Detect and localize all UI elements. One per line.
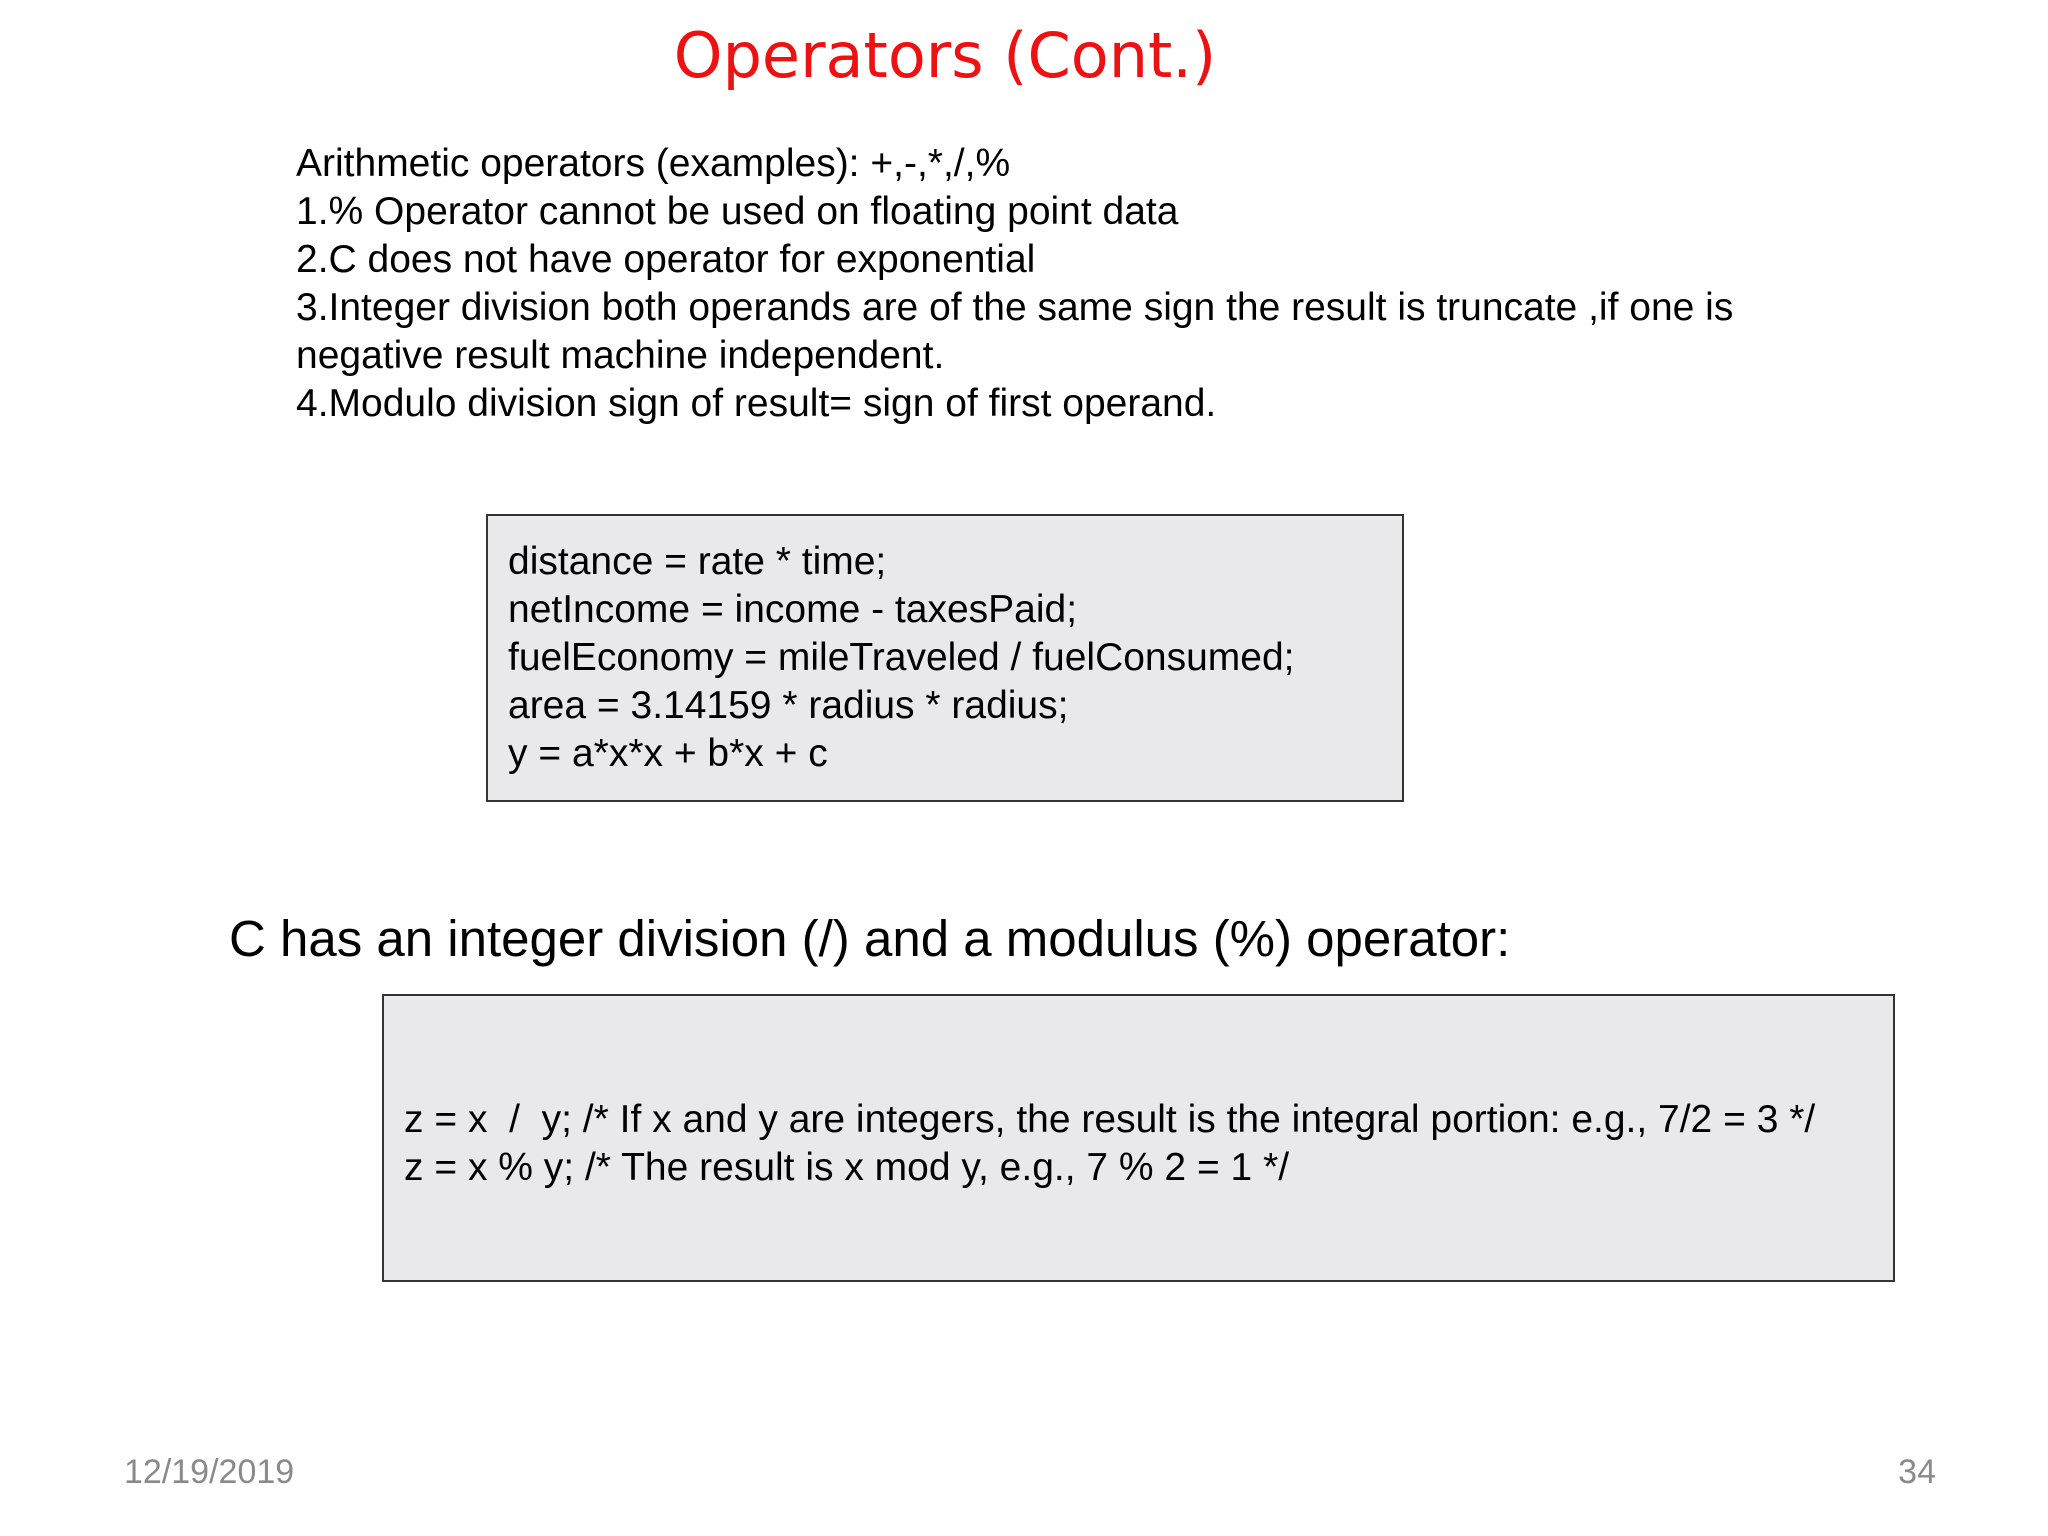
intro-line: 4.Modulo division sign of result= sign of first operand. <box>296 382 1217 425</box>
intro-line: 2.C does not have operator for exponential <box>296 238 1036 281</box>
code-line: netIncome = income - taxesPaid; <box>508 588 1078 631</box>
intro-line: 3.Integer division both operands are of the same sign the result is truncate ,if one is negative result machine independent. <box>296 286 1734 377</box>
code-line: area = 3.14159 * radius * radius; <box>508 684 1069 727</box>
division-examples-box <box>382 994 1895 1282</box>
page-number: 34 <box>1898 1453 1936 1491</box>
code-examples-box <box>486 514 1404 802</box>
slide-title: Operators (Cont.) <box>673 19 1217 92</box>
code-line: distance = rate * time; <box>508 540 887 583</box>
code-line: z = x / y; /* If x and y are integers, the result is the integral portion: e.g., 7/2 = 3 */ <box>404 1098 1816 1141</box>
division-subheading: C has an integer division (/) and a modulus (%) operator: <box>229 910 1511 967</box>
code-line: fuelEconomy = mileTraveled / fuelConsumed; <box>508 636 1295 679</box>
code-line: y = a*x*x + b*x + c <box>508 732 828 775</box>
intro-line: Arithmetic operators (examples): +,-,*,/,% <box>296 142 1011 185</box>
intro-line: 1.% Operator cannot be used on floating point data <box>296 190 1179 233</box>
slide-date: 12/19/2019 <box>124 1453 295 1491</box>
code-line: z = x % y; /* The result is x mod y, e.g., 7 % 2 = 1 */ <box>404 1146 1290 1189</box>
intro-text <box>296 140 1816 428</box>
